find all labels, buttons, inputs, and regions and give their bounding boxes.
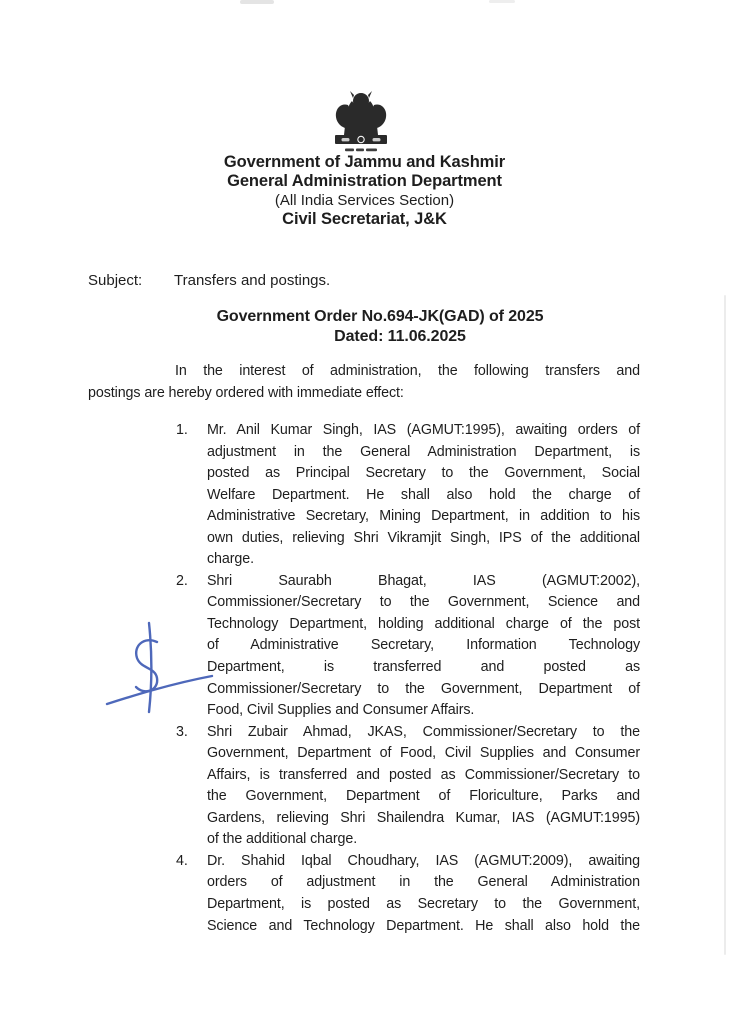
item-line: Department, is transferred and posted as bbox=[207, 659, 640, 676]
letterhead-section: (All India Services Section) bbox=[274, 192, 455, 209]
item-line: Food, Civil Supplies and Consumer Affairs. bbox=[207, 702, 475, 719]
item-lines bbox=[207, 420, 640, 571]
item-lines bbox=[207, 851, 640, 937]
item-line: orders of adjustment in the General Administration bbox=[207, 874, 640, 891]
intro-line: postings are hereby ordered with immediate effect: bbox=[88, 384, 404, 401]
order-number: Government Order No.694-JK(GAD) of 2025 bbox=[216, 308, 544, 325]
letterhead-department: General Administration Department bbox=[227, 172, 502, 190]
letterhead-government: Government of Jammu and Kashmir bbox=[223, 153, 506, 171]
scan-smudge bbox=[489, 0, 515, 3]
subject-label: Subject: bbox=[88, 272, 143, 289]
item-line: Commissioner/Secretary to the Government, Department of bbox=[207, 680, 640, 697]
item-line: charge. bbox=[207, 551, 254, 568]
letterhead bbox=[0, 153, 729, 229]
item-line: Government, Department of Food, Civil Supplies and Consumer bbox=[207, 745, 640, 762]
intro-line: In the interest of administration, the following transfers and bbox=[175, 363, 640, 379]
item-line: Welfare Department. He shall also hold the charge of bbox=[207, 486, 640, 503]
item-line: adjustment in the General Administration Department, is bbox=[207, 443, 640, 460]
item-line: of the additional charge. bbox=[207, 831, 358, 848]
item-line: Administrative Secretary, Mining Department, in addition to his bbox=[207, 508, 640, 525]
item-line: Affairs, is transferred and posted as Commissioner/Secretary to bbox=[207, 766, 640, 783]
order-item bbox=[176, 722, 640, 851]
item-line: Gardens, relieving Shri Shailendra Kumar, IAS (AGMUT:1995) bbox=[207, 809, 640, 826]
order-item bbox=[176, 571, 640, 722]
intro-paragraph bbox=[88, 361, 640, 404]
item-number: 1. bbox=[176, 422, 188, 438]
item-line: Science and Technology Department. He shall also hold the bbox=[207, 917, 640, 934]
item-number: 4. bbox=[176, 852, 188, 869]
scan-edge-line bbox=[724, 295, 726, 955]
item-line: Technology Department, holding additional charge of the post bbox=[207, 615, 640, 632]
order-items-list bbox=[176, 420, 640, 937]
item-line: own duties, relieving Shri Vikramjit Singh, IPS of the additional bbox=[207, 529, 640, 546]
order-heading bbox=[88, 307, 672, 346]
item-number: 3. bbox=[176, 723, 188, 740]
order-date: Dated: 11.06.2025 bbox=[334, 327, 466, 345]
item-line: Shri Saurabh Bhagat, IAS (AGMUT:2002), bbox=[207, 572, 640, 589]
item-lines bbox=[207, 571, 640, 722]
scan-smudge bbox=[240, 0, 274, 4]
item-number: 2. bbox=[176, 572, 188, 589]
order-item bbox=[176, 420, 640, 571]
order-item bbox=[176, 851, 640, 937]
item-line: of Administrative Secretary, Information Technology bbox=[207, 637, 640, 654]
item-line: posted as Principal Secretary to the Government, Social bbox=[207, 465, 640, 482]
subject-value: Transfers and postings. bbox=[174, 272, 331, 289]
item-line: Mr. Anil Kumar Singh, IAS (AGMUT:1995), awaiting orders of bbox=[207, 422, 640, 438]
item-line: Department, is posted as Secretary to the Government, bbox=[207, 896, 640, 913]
national-emblem-icon bbox=[332, 91, 390, 155]
item-lines bbox=[207, 722, 640, 851]
item-line: Shri Zubair Ahmad, JKAS, Commissioner/Secretary to the bbox=[207, 723, 640, 740]
item-line: the Government, Department of Floriculture, Parks and bbox=[207, 788, 640, 805]
subject-row bbox=[88, 271, 648, 290]
item-line: Dr. Shahid Iqbal Choudhary, IAS (AGMUT:2009), awaiting bbox=[207, 852, 640, 869]
letterhead-secretariat: Civil Secretariat, J&K bbox=[282, 210, 447, 228]
item-line: Commissioner/Secretary to the Government, Science and bbox=[207, 594, 640, 611]
